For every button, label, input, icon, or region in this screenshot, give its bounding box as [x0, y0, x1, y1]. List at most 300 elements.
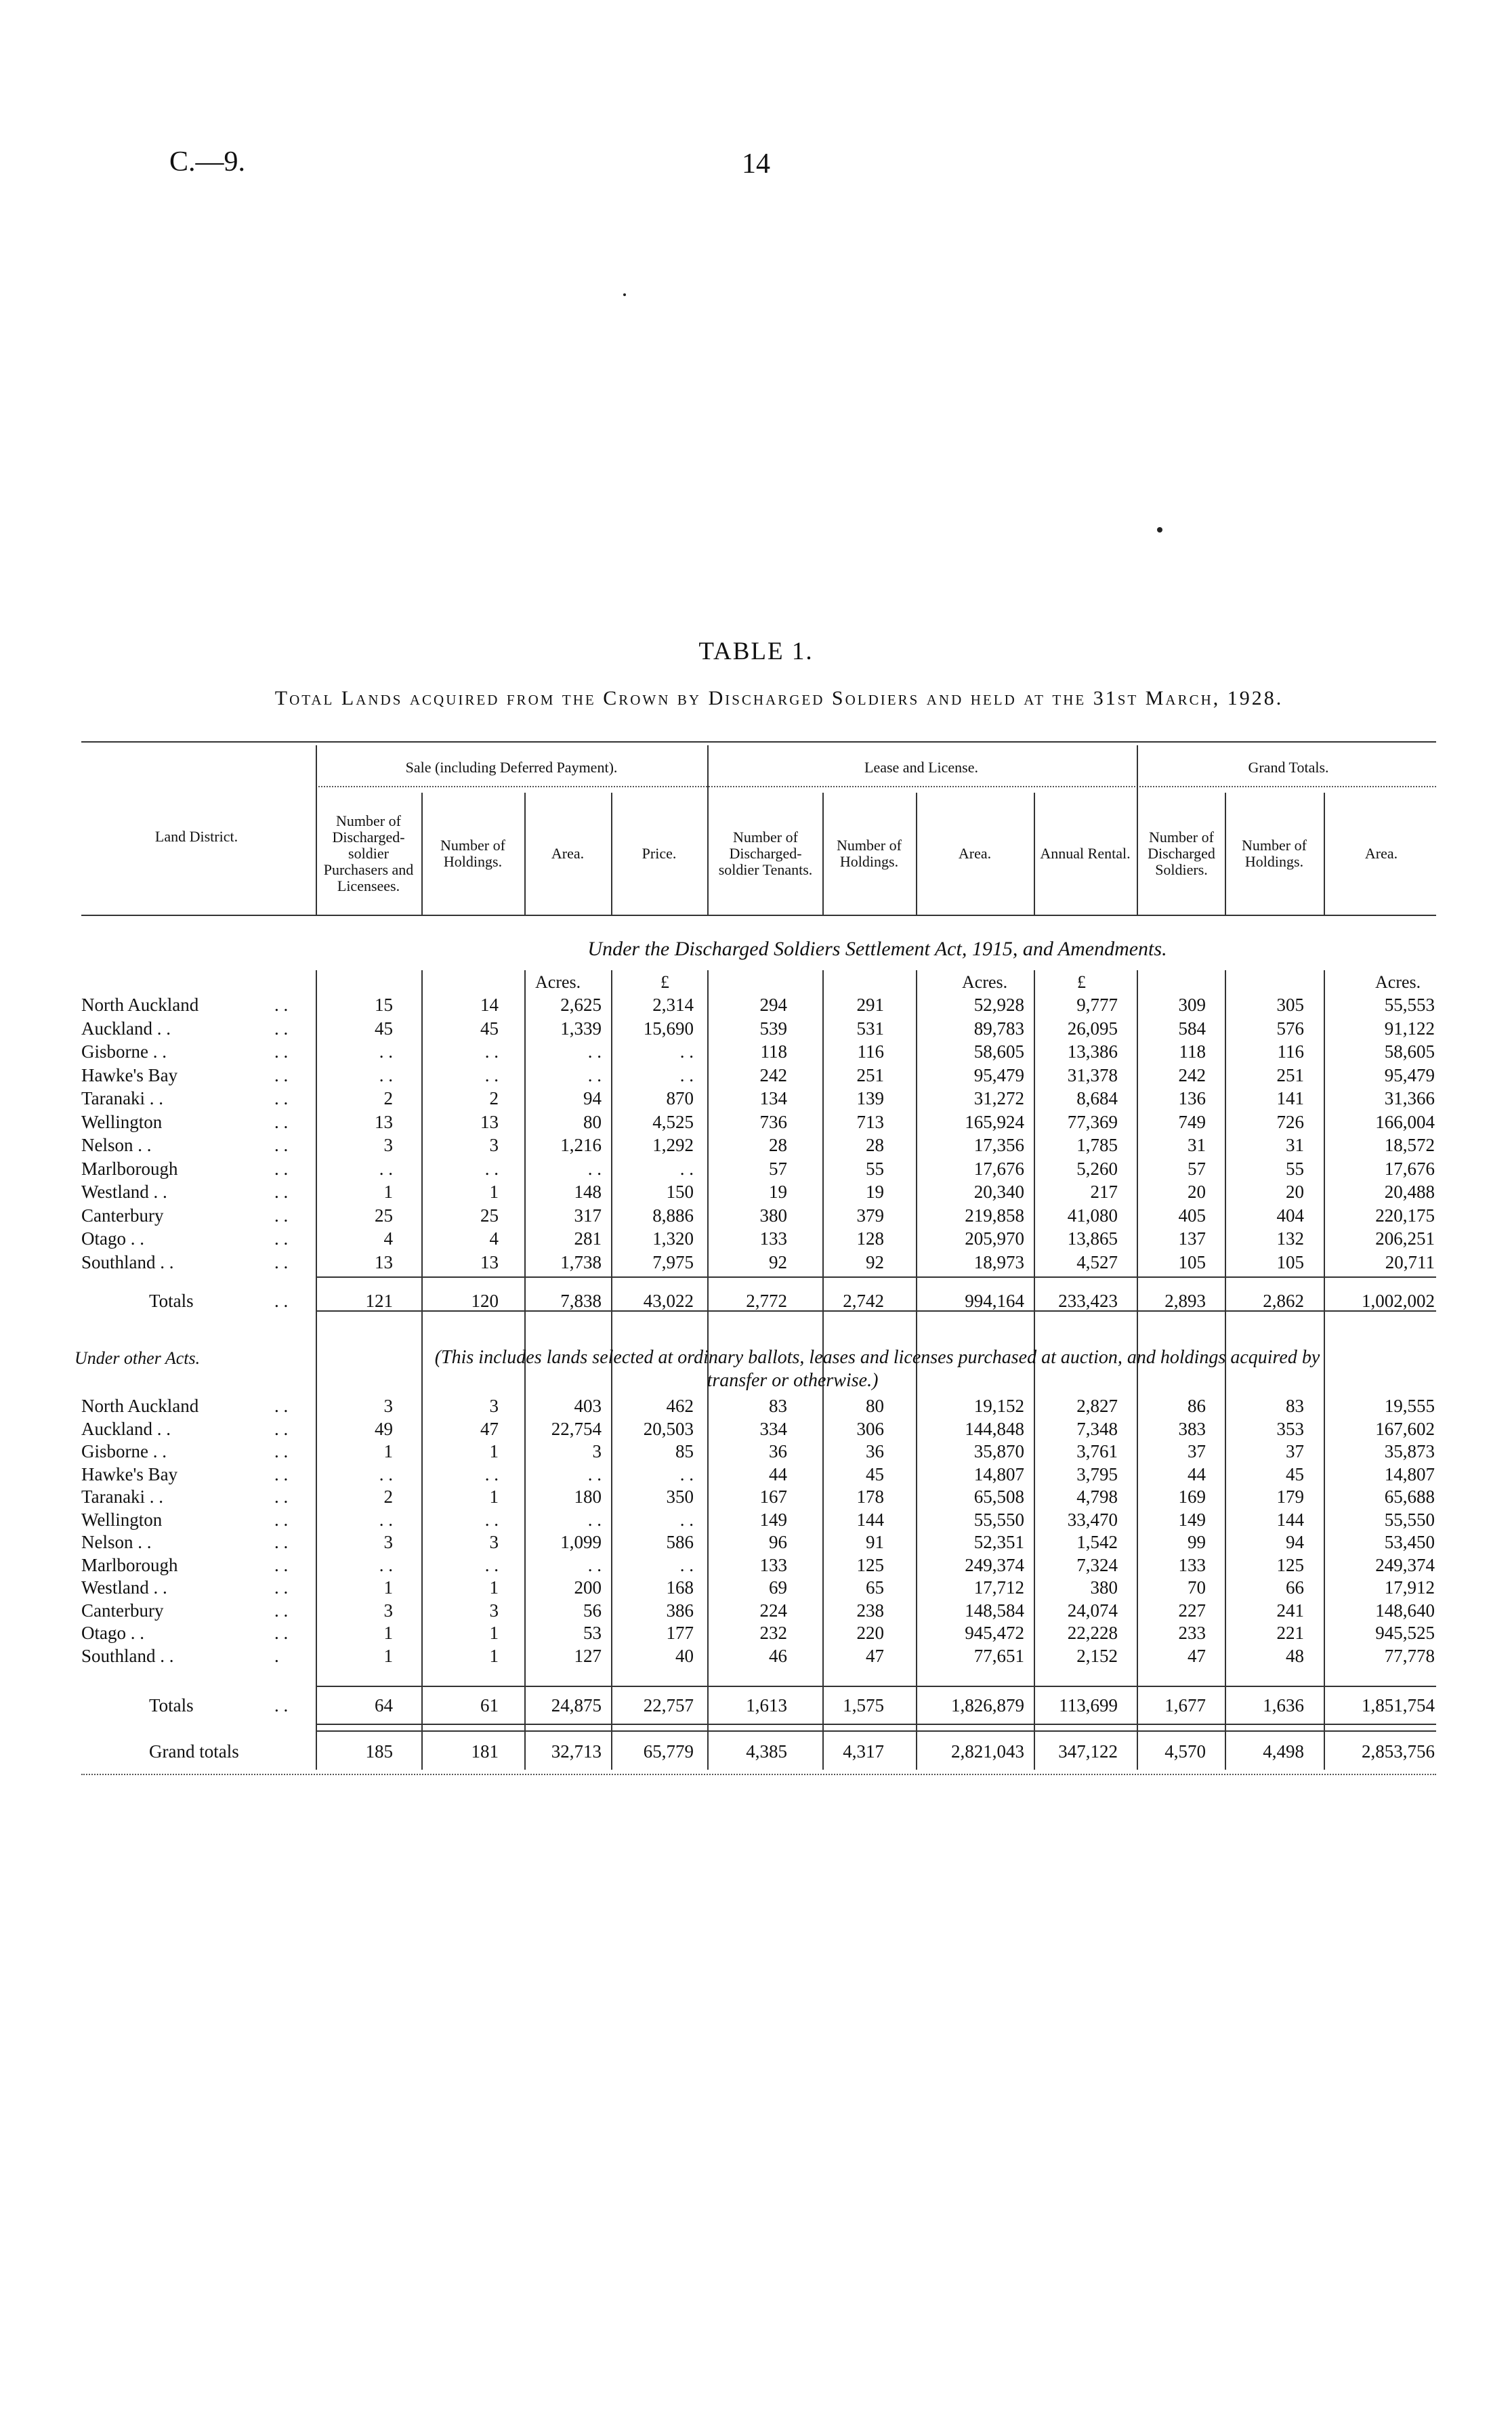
table-cell: . . — [484, 1554, 499, 1575]
district-name: Canterbury — [81, 1205, 164, 1226]
district-name: Wellington — [81, 1111, 163, 1132]
header-group-sale: Sale (including Deferred Payment). — [405, 759, 618, 776]
table-cell: . . — [484, 1064, 499, 1085]
table-cell: 49 — [375, 1418, 393, 1439]
table-cell: 2,152 — [1076, 1645, 1118, 1666]
table-cell: 2 — [383, 1088, 393, 1108]
scan-speck — [1157, 527, 1162, 533]
table-cell: 55 — [1286, 1158, 1304, 1179]
table-cell: 584 — [1178, 1018, 1206, 1039]
table-cell: 1 — [489, 1486, 499, 1507]
district-name: Taranaki . . — [81, 1088, 164, 1108]
table-cell: 57 — [1188, 1158, 1206, 1179]
table-cell: 58,605 — [973, 1041, 1024, 1062]
table-cell: 403 — [574, 1396, 602, 1416]
table-cell: 91,122 — [1384, 1018, 1435, 1039]
section2-label: Under other Acts. — [75, 1348, 201, 1368]
table-cell: 77,651 — [973, 1645, 1024, 1666]
table-cell: 3 — [489, 1600, 499, 1621]
leader-dots: . . — [274, 1418, 289, 1439]
table-cell: . . — [587, 1041, 602, 1062]
table-cell: 55,550 — [1384, 1509, 1435, 1530]
district-name: Gisborne . . — [81, 1441, 167, 1461]
leader-dots: . . — [274, 1228, 289, 1249]
table-cell: 1,575 — [843, 1695, 884, 1715]
table-row — [0, 1577, 1512, 1600]
table-row — [0, 1159, 1512, 1181]
table-row — [0, 1510, 1512, 1532]
table-cell: 3 — [383, 1135, 393, 1155]
district-name: Westland . . — [81, 1577, 167, 1598]
table-cell: 43,022 — [643, 1291, 694, 1311]
table-cell: 350 — [666, 1486, 694, 1507]
table-cell: 20,488 — [1384, 1182, 1435, 1202]
table-cell: 105 — [1276, 1251, 1304, 1272]
table-cell: 128 — [856, 1228, 884, 1249]
table-cell: 118 — [760, 1041, 787, 1062]
table-cell: 35,873 — [1384, 1441, 1435, 1461]
leader-dots: . . — [274, 1623, 289, 1643]
table-cell: 169 — [1178, 1486, 1206, 1507]
table-cell: 281 — [574, 1228, 602, 1249]
table-cell: 32,713 — [551, 1741, 602, 1762]
table-cell: 1 — [489, 1623, 499, 1643]
table-cell: 17,712 — [973, 1577, 1024, 1598]
table-cell: 133 — [759, 1228, 787, 1249]
table-cell: 96 — [769, 1532, 787, 1552]
table-cell: 52,928 — [973, 995, 1024, 1015]
table-cell: 179 — [1276, 1486, 1304, 1507]
table-cell: 37 — [1286, 1441, 1304, 1461]
table-cell: . . — [484, 1463, 499, 1484]
table-row — [0, 1228, 1512, 1251]
table-row — [0, 1088, 1512, 1110]
table-row — [0, 1252, 1512, 1274]
table-cell: 15,690 — [643, 1018, 694, 1039]
table-cell: 86 — [1188, 1396, 1206, 1416]
table-cell: 233,423 — [1058, 1291, 1118, 1311]
leader-dots: . . — [274, 1532, 289, 1552]
table-cell: 120 — [471, 1291, 499, 1311]
header-divider — [421, 793, 423, 915]
table-cell: 1 — [383, 1182, 393, 1202]
table-cell: 77,778 — [1384, 1645, 1435, 1666]
leader-dots: . . — [274, 1554, 289, 1575]
unit-acres-grand: Acres. — [1375, 972, 1421, 992]
table-cell: 1,002,002 — [1362, 1291, 1435, 1311]
table-cell: 40 — [675, 1645, 694, 1666]
leader-dots: . . — [274, 1111, 289, 1132]
table-cell: 8,886 — [652, 1205, 694, 1226]
table-cell: 3,761 — [1076, 1441, 1118, 1461]
table-cell: 294 — [759, 995, 787, 1015]
header-divider — [822, 793, 824, 915]
header-divider — [1225, 793, 1226, 915]
table-cell: 137 — [1178, 1228, 1206, 1249]
table-cell: 5,260 — [1076, 1158, 1118, 1179]
table-cell: 404 — [1276, 1205, 1304, 1226]
table-cell: . . — [587, 1509, 602, 1530]
leader-dots: . . — [274, 1251, 289, 1272]
table-cell: 251 — [1276, 1064, 1304, 1085]
header-divider — [316, 745, 317, 915]
table-cell: 28 — [769, 1135, 787, 1155]
table-cell: 177 — [666, 1623, 694, 1643]
table-cell: 125 — [856, 1554, 884, 1575]
table-cell: 3 — [383, 1532, 393, 1552]
leader-dots: . . — [274, 1291, 289, 1311]
table-cell: 2 — [489, 1088, 499, 1108]
leader-dots: . . — [274, 1441, 289, 1461]
header-group-rule — [318, 786, 1436, 787]
table-cell: 380 — [759, 1205, 787, 1226]
table-cell: 94 — [1286, 1532, 1304, 1552]
table-cell: . . — [679, 1509, 694, 1530]
table-row — [0, 1112, 1512, 1134]
table-row — [0, 1695, 1512, 1718]
table-row — [0, 1182, 1512, 1204]
district-name: Hawke's Bay — [81, 1064, 178, 1085]
table-cell: 45 — [866, 1463, 884, 1484]
table-cell: 116 — [857, 1041, 884, 1062]
table-cell: 9,777 — [1076, 995, 1118, 1015]
section1-totals-rule — [316, 1276, 1436, 1278]
table-cell: 3,795 — [1076, 1463, 1118, 1484]
table-cell: 2,314 — [652, 995, 694, 1015]
page-number: 14 — [742, 148, 770, 180]
table-cell: 31 — [1188, 1135, 1206, 1155]
table-title: TABLE 1. — [698, 638, 814, 665]
table-cell: 1 — [383, 1623, 393, 1643]
table-cell: 1,785 — [1076, 1135, 1118, 1155]
table-cell: 305 — [1276, 995, 1304, 1015]
table-cell: . . — [484, 1158, 499, 1179]
table-cell: 2,853,756 — [1362, 1741, 1435, 1762]
table-cell: 61 — [480, 1695, 499, 1715]
district-name: Southland . . — [81, 1645, 174, 1666]
table-cell: 1,542 — [1076, 1532, 1118, 1552]
table-cell: 53,450 — [1384, 1532, 1435, 1552]
section2-note-line1: (This includes lands selected at ordinary ballots, leases and licenses purchased at auction, and holdings acquired by — [434, 1347, 1320, 1368]
leader-dots: . . — [274, 1018, 289, 1039]
table-cell: 15 — [375, 995, 393, 1015]
header-divider — [1324, 793, 1325, 915]
table-cell: 17,912 — [1384, 1577, 1435, 1598]
table-cell: 45 — [480, 1018, 499, 1039]
table-cell: 242 — [759, 1064, 787, 1085]
table-cell: 14,807 — [1384, 1463, 1435, 1484]
table-cell: 2,821,043 — [951, 1741, 1024, 1762]
table-cell: 7,348 — [1076, 1418, 1118, 1439]
totals-label: Totals — [149, 1291, 194, 1311]
table-cell: 48 — [1286, 1645, 1304, 1666]
table-cell: 24,875 — [551, 1695, 602, 1715]
table-bottom-rule — [81, 1774, 1436, 1775]
table-cell: 13 — [375, 1111, 393, 1132]
table-cell: 241 — [1276, 1600, 1304, 1621]
table-cell: 178 — [856, 1486, 884, 1507]
table-cell: 2,742 — [843, 1291, 884, 1311]
header-group-lease: Lease and License. — [864, 759, 978, 776]
table-cell: 18,973 — [973, 1251, 1024, 1272]
table-cell: 3 — [489, 1396, 499, 1416]
leader-dots: . . — [274, 1509, 289, 1530]
table-cell: 92 — [769, 1251, 787, 1272]
unit-pound-price: £ — [660, 972, 669, 992]
table-cell: 144 — [856, 1509, 884, 1530]
table-cell: 1 — [489, 1577, 499, 1598]
table-cell: 80 — [583, 1111, 602, 1132]
table-cell: 2,862 — [1263, 1291, 1304, 1311]
section2-totals-rule — [316, 1686, 1436, 1687]
table-cell: . . — [587, 1158, 602, 1179]
table-row — [0, 1486, 1512, 1509]
table-row — [0, 1600, 1512, 1623]
table-cell: 31 — [1286, 1135, 1304, 1155]
table-cell: 55,550 — [973, 1509, 1024, 1530]
table-cell: 217 — [1090, 1182, 1118, 1202]
table-row — [0, 1205, 1512, 1228]
table-cell: 17,356 — [973, 1135, 1024, 1155]
table-cell: 65 — [866, 1577, 884, 1598]
table-cell: 1 — [383, 1577, 393, 1598]
table-cell: 148 — [574, 1182, 602, 1202]
table-cell: 1 — [489, 1182, 499, 1202]
district-name: Canterbury — [81, 1600, 164, 1621]
grand-totals-label: Grand totals — [149, 1741, 239, 1762]
header-bottom-rule — [81, 915, 1436, 916]
district-name: Marlborough — [81, 1158, 178, 1179]
table-cell: 20 — [1286, 1182, 1304, 1202]
table-cell: . . — [379, 1064, 393, 1085]
leader-dots: . . — [274, 1088, 289, 1108]
table-cell: 65,779 — [643, 1741, 694, 1762]
table-cell: 200 — [574, 1577, 602, 1598]
header-col-grand-area: Area. — [1364, 845, 1398, 862]
scan-speck — [623, 293, 626, 296]
table-cell: 46 — [769, 1645, 787, 1666]
table-cell: . . — [587, 1554, 602, 1575]
totals-label: Totals — [149, 1695, 194, 1715]
table-row — [0, 1623, 1512, 1645]
table-cell: 17,676 — [973, 1158, 1024, 1179]
table-cell: 2 — [383, 1486, 393, 1507]
section2-totals-rule — [316, 1724, 1436, 1725]
table-cell: 92 — [866, 1251, 884, 1272]
table-cell: 379 — [856, 1205, 884, 1226]
table-cell: 220,175 — [1375, 1205, 1435, 1226]
table-cell: 726 — [1276, 1111, 1304, 1132]
leader-dots: . . — [274, 1396, 289, 1416]
table-cell: 26,095 — [1067, 1018, 1118, 1039]
table-cell: 4,798 — [1076, 1486, 1118, 1507]
table-cell: 224 — [759, 1600, 787, 1621]
table-cell: 576 — [1276, 1018, 1304, 1039]
table-cell: 405 — [1178, 1205, 1206, 1226]
table-cell: 4,317 — [843, 1741, 884, 1762]
table-row — [0, 1135, 1512, 1157]
header-col-sale-area: Area. — [551, 845, 585, 862]
table-cell: 47 — [480, 1418, 499, 1439]
header-col-soldiers: Number of Discharged Soldiers. — [1148, 829, 1215, 878]
header-col-grand-holdings: Number of Holdings. — [1242, 837, 1307, 870]
table-cell: 20 — [1188, 1182, 1206, 1202]
table-cell: 57 — [769, 1158, 787, 1179]
header-divider — [611, 793, 612, 915]
table-row — [0, 1555, 1512, 1577]
district-name: North Auckland — [81, 995, 199, 1015]
table-cell: 249,374 — [965, 1554, 1024, 1575]
table-cell: 232 — [759, 1623, 787, 1643]
table-cell: 1,636 — [1263, 1695, 1304, 1715]
table-cell: 55,553 — [1384, 995, 1435, 1015]
district-name: Marlborough — [81, 1554, 178, 1575]
table-cell: 20,711 — [1385, 1251, 1435, 1272]
leader-dots: . . — [274, 1463, 289, 1484]
table-cell: 35,870 — [973, 1441, 1024, 1461]
table-cell: 20,503 — [643, 1418, 694, 1439]
table-cell: 1 — [489, 1645, 499, 1666]
district-name: North Auckland — [81, 1396, 199, 1416]
table-cell: 317 — [574, 1205, 602, 1226]
table-cell: 44 — [769, 1463, 787, 1484]
section2-note-line2: transfer or otherwise.) — [707, 1370, 879, 1391]
table-cell: 13 — [375, 1251, 393, 1272]
table-row — [0, 1741, 1512, 1764]
table-cell: 227 — [1178, 1600, 1206, 1621]
table-cell: 28 — [866, 1135, 884, 1155]
table-cell: 1,099 — [560, 1532, 602, 1552]
table-cell: 3 — [489, 1135, 499, 1155]
page-reference: C.—9. — [169, 146, 246, 178]
unit-acres-sale: Acres. — [535, 972, 581, 992]
table-row — [0, 1419, 1512, 1441]
table-cell: 4,498 — [1263, 1741, 1304, 1762]
table-cell: 7,975 — [652, 1251, 694, 1272]
table-cell: 386 — [666, 1600, 694, 1621]
table-cell: 65,508 — [973, 1486, 1024, 1507]
leader-dots: . . — [274, 1158, 289, 1179]
table-cell: 13 — [480, 1111, 499, 1132]
table-cell: 94 — [583, 1088, 602, 1108]
table-cell: 1,339 — [560, 1018, 602, 1039]
table-cell: . . — [679, 1064, 694, 1085]
table-cell: 139 — [856, 1088, 884, 1108]
header-col-purchasers: Number of Discharged-soldier Purchasers and Licensees. — [323, 812, 414, 894]
table-row — [0, 1464, 1512, 1486]
table-cell: 64 — [375, 1695, 393, 1715]
table-caption: Total Lands acquired from the Crown by Discharged Soldiers and held at the 31st March, 1928. — [274, 687, 1284, 709]
table-cell: 13,386 — [1067, 1041, 1118, 1062]
table-cell: 181 — [471, 1741, 499, 1762]
table-cell: 736 — [759, 1111, 787, 1132]
table-cell: 19,555 — [1384, 1396, 1435, 1416]
table-cell: 2,893 — [1164, 1291, 1206, 1311]
table-cell: 242 — [1178, 1064, 1206, 1085]
table-cell: 1,851,754 — [1362, 1695, 1435, 1715]
table-row — [0, 1291, 1512, 1313]
header-col-price: Price. — [642, 845, 677, 862]
table-cell: 334 — [759, 1418, 787, 1439]
table-cell: 945,472 — [965, 1623, 1024, 1643]
table-cell: 1 — [383, 1441, 393, 1461]
table-cell: 37 — [1188, 1441, 1206, 1461]
table-cell: 870 — [666, 1088, 694, 1108]
table-cell: 7,324 — [1076, 1554, 1118, 1575]
table-cell: 83 — [1286, 1396, 1304, 1416]
table-cell: 121 — [365, 1291, 393, 1311]
table-cell: 1,292 — [652, 1135, 694, 1155]
table-cell: 309 — [1178, 995, 1206, 1015]
table-cell: 45 — [375, 1018, 393, 1039]
table-cell: 125 — [1276, 1554, 1304, 1575]
table-cell: . . — [679, 1158, 694, 1179]
table-cell: 144,848 — [965, 1418, 1024, 1439]
header-col-lease-holdings: Number of Holdings. — [837, 837, 902, 870]
table-cell: 31,272 — [973, 1088, 1024, 1108]
grand-totals-rule — [316, 1730, 1436, 1732]
table-cell: 4,570 — [1164, 1741, 1206, 1762]
table-cell: 2,827 — [1076, 1396, 1118, 1416]
table-cell: 945,525 — [1375, 1623, 1435, 1643]
table-cell: 19 — [866, 1182, 884, 1202]
leader-dots: . — [274, 1645, 279, 1666]
table-cell: 4 — [489, 1228, 499, 1249]
table-cell: 77,369 — [1067, 1111, 1118, 1132]
table-cell: . . — [484, 1041, 499, 1062]
district-name: Southland . . — [81, 1251, 174, 1272]
section1-title: Under the Discharged Soldiers Settlement Act, 1915, and Amendments. — [587, 938, 1167, 960]
table-cell: 1 — [489, 1441, 499, 1461]
table-cell: 41,080 — [1067, 1205, 1118, 1226]
table-cell: 55 — [866, 1158, 884, 1179]
table-cell: 185 — [365, 1741, 393, 1762]
table-cell: . . — [484, 1509, 499, 1530]
header-top-rule — [81, 741, 1436, 743]
table-cell: 69 — [769, 1577, 787, 1598]
district-name: Nelson . . — [81, 1532, 152, 1552]
table-cell: 180 — [574, 1486, 602, 1507]
district-name: Otago . . — [81, 1623, 144, 1643]
table-cell: 22,754 — [551, 1418, 602, 1439]
table-cell: 80 — [866, 1396, 884, 1416]
header-divider — [524, 793, 526, 915]
table-cell: 31,366 — [1384, 1088, 1435, 1108]
table-cell: 205,970 — [965, 1228, 1024, 1249]
table-cell: 31,378 — [1067, 1064, 1118, 1085]
header-divider — [707, 745, 709, 915]
table-cell: 13,865 — [1067, 1228, 1118, 1249]
table-cell: 531 — [856, 1018, 884, 1039]
table-cell: 383 — [1178, 1418, 1206, 1439]
table-cell: 132 — [1276, 1228, 1304, 1249]
table-cell: 1,613 — [746, 1695, 787, 1715]
table-row — [0, 1441, 1512, 1463]
table-cell: 165,924 — [965, 1111, 1024, 1132]
district-name: Auckland . . — [81, 1018, 171, 1039]
table-cell: 8,684 — [1076, 1088, 1118, 1108]
table-cell: 70 — [1188, 1577, 1206, 1598]
table-cell: 133 — [1178, 1554, 1206, 1575]
table-cell: 1,677 — [1164, 1695, 1206, 1715]
table-cell: 586 — [666, 1532, 694, 1552]
table-cell: 150 — [666, 1182, 694, 1202]
table-cell: 713 — [856, 1111, 884, 1132]
table-cell: 2,625 — [560, 995, 602, 1015]
district-name: Hawke's Bay — [81, 1463, 178, 1484]
table-cell: 113,699 — [1059, 1695, 1118, 1715]
leader-dots: . . — [274, 995, 289, 1015]
